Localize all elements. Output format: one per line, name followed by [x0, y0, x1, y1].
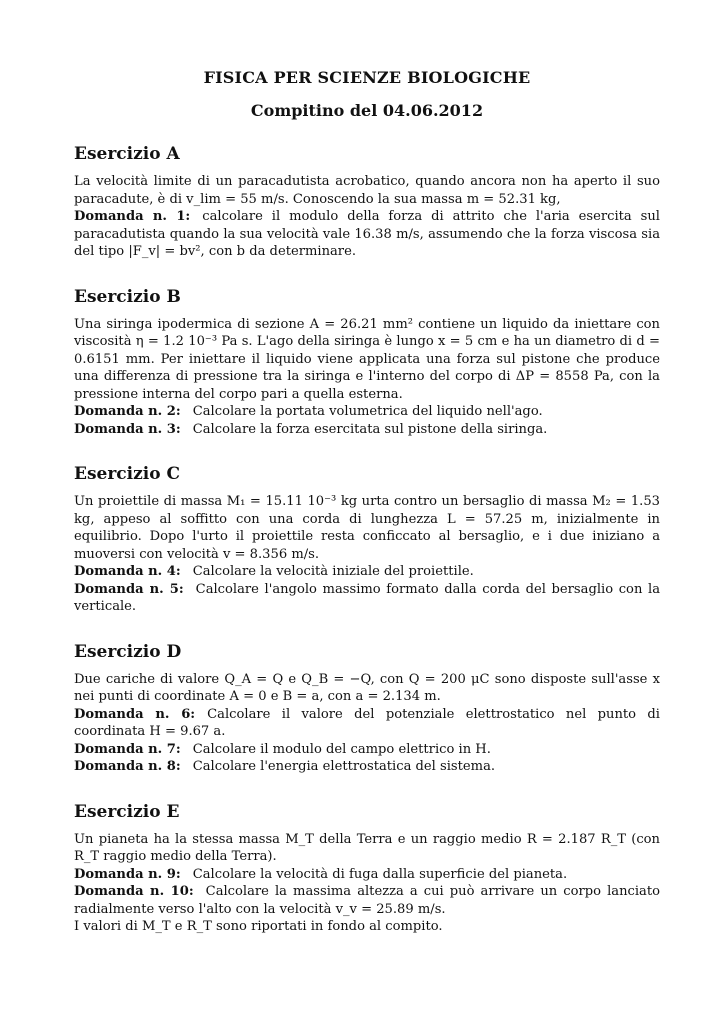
exercise-e — [74, 802, 660, 936]
question-8 — [74, 758, 660, 776]
exercise-c — [74, 464, 660, 616]
exercise-d — [74, 642, 660, 776]
question-label: Domanda n. 3: — [74, 421, 181, 437]
exercise-text: Un proiettile di massa M₁ = 15.11 10⁻³ kg urta contro un bersaglio di massa M₂ = 1.53 kg, appeso al soffitto con una corda di lunghezza L = 57.25 m, inizialmente in equilibrio. Dopo l'urto il proiettile resta conficcato al bersaglio, e i due iniziano a muoversi con velocità v = 8.356 m/s. — [74, 494, 660, 562]
constants-note: I valori di M_T e R_T sono riportati in fondo al compito. — [74, 919, 443, 934]
document-subtitle: Compitino del 04.06.2012 — [250, 101, 484, 120]
question-text: Calcolare la forza esercitata sul pistone della siringa. — [192, 421, 548, 437]
question-text: Calcolare l'energia elettrostatica del sistema. — [192, 759, 496, 774]
question-label: Domanda n. 8: — [74, 759, 181, 774]
exercise-text: La velocità limite di un paracadutista acrobatico, quando ancora non ha aperto il suo paracadute, è di v_lim = 55 m/s. Conoscendo la sua massa m = 52.31 kg, — [74, 174, 660, 207]
question-text: Calcolare il modulo del campo elettrico in H. — [192, 741, 491, 757]
question-text: Calcolare la massima altezza a cui può arrivare un corpo lanciato radialmente verso l'alto con la velocità v_v = 25.89 m/s. — [74, 884, 661, 917]
question-text: calcolare il modulo della forza di attrito che l'aria esercita sul paracadutista quando la sua velocità vale 16.38 m/s, assumendo che la forza viscosa sia del tipo |F_v| = bv², con b da determinare. — [74, 209, 660, 259]
question-3 — [74, 421, 660, 439]
exercise-title: Esercizio E — [74, 801, 180, 822]
exercise-text: Due cariche di valore Q_A = Q e Q_B = −Q, con Q = 200 μC sono disposte sull'asse x nei punti di coordinate A = 0 e B = a, con a = 2.134 m. — [74, 671, 660, 704]
question-label: Domanda n. 10: — [74, 884, 194, 899]
question-label: Domanda n. 7: — [74, 741, 181, 757]
question-1 — [74, 208, 660, 261]
exercise-text: Un pianeta ha la stessa massa M_T della Terra e un raggio medio R = 2.187 R_T (con R_T raggio medio della Terra). — [74, 831, 660, 864]
question-label: Domanda n. 9: — [74, 866, 181, 882]
question-label: Domanda n. 4: — [74, 564, 181, 579]
question-text: Calcolare la portata volumetrica del liquido nell'ago. — [192, 404, 543, 419]
question-7 — [74, 741, 660, 759]
exercise-title: Esercizio C — [74, 464, 181, 484]
exercise-title: Esercizio B — [74, 286, 181, 307]
question-label: Domanda n. 2: — [74, 404, 181, 419]
question-label: Domanda n. 1: — [74, 209, 191, 224]
exercise-title: Esercizio A — [74, 144, 180, 164]
question-text: Calcolare il valore del potenziale elettrostatico nel punto di coordinata H = 9.67 a. — [74, 706, 660, 739]
question-2 — [74, 403, 660, 421]
exercise-text: Una siringa ipodermica di sezione A = 26.21 mm² contiene un liquido da iniettare con viscosità η = 1.2 10⁻³ Pa s. L'ago della siringa è lungo x = 5 cm e ha un diametro di d = 0.6151 mm. Per iniettare il liquido viene applicata una forza sul pistone che produce una differenza di pressione tra la siringa e l'interno del corpo di ΔP = 8558 Pa, con la pressione interna del corpo pari a quella esterna. — [74, 316, 660, 402]
question-10 — [74, 883, 660, 918]
exam-page — [74, 68, 660, 936]
exercise-a — [74, 144, 660, 261]
question-text: Calcolare la velocità iniziale del proiettile. — [192, 564, 474, 579]
question-label: Domanda n. 5: — [74, 581, 184, 597]
question-9 — [74, 866, 660, 884]
question-5 — [74, 581, 660, 616]
document-title: FISICA PER SCIENZE BIOLOGICHE — [203, 68, 531, 87]
question-label: Domanda n. 6: — [74, 706, 196, 722]
question-4 — [74, 563, 660, 581]
exercise-b — [74, 287, 660, 439]
question-text: Calcolare la velocità di fuga dalla superficie del pianeta. — [192, 866, 568, 882]
question-text: Calcolare l'angolo massimo formato dalla corda del bersaglio con la verticale. — [74, 581, 660, 614]
exercise-title: Esercizio D — [74, 641, 182, 662]
question-6 — [74, 706, 660, 741]
